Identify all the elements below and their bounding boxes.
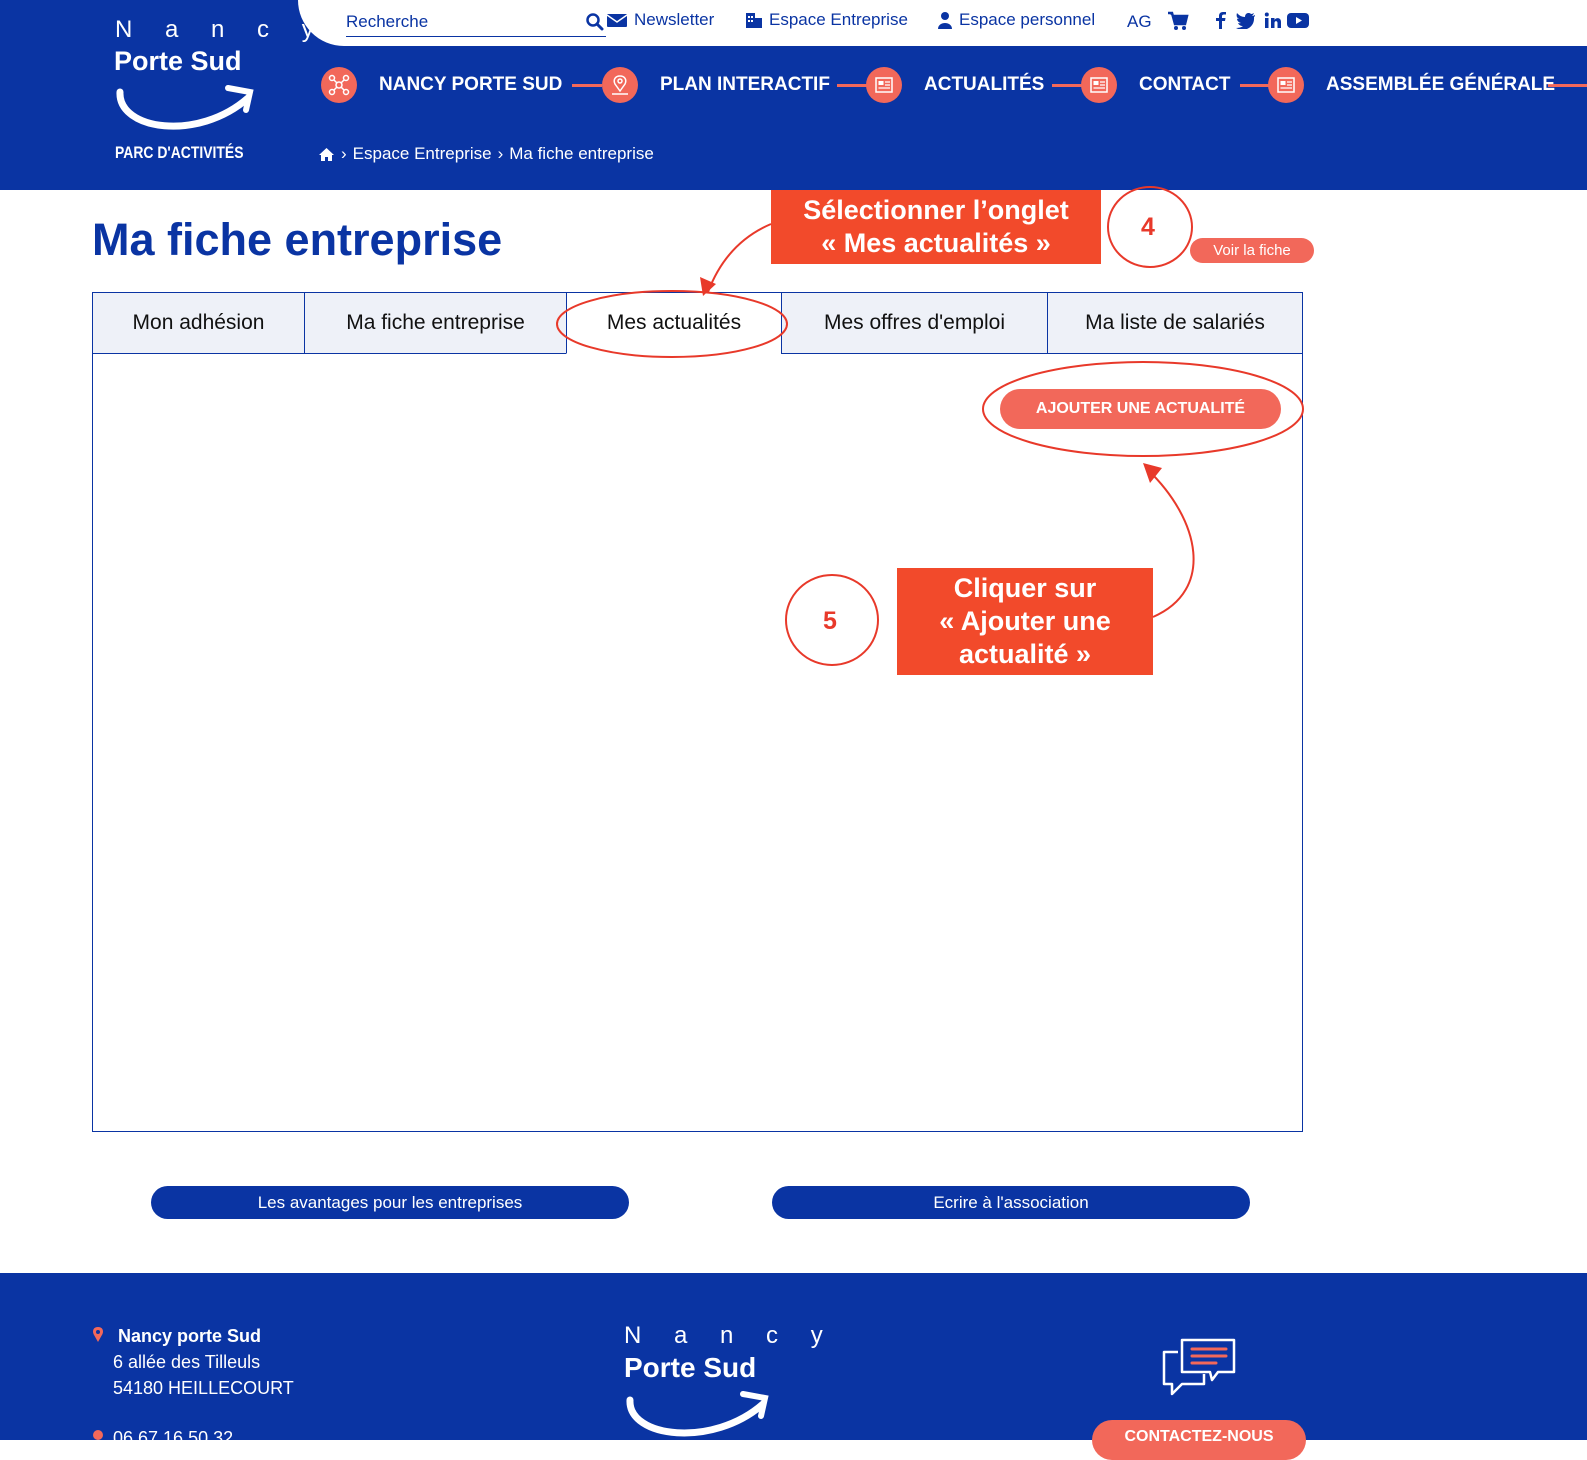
network-icon [321,67,357,103]
breadcrumb [318,144,654,164]
building-icon [745,11,763,29]
chat-bubbles-icon [1160,1334,1240,1398]
espace-personnel-label: Espace personnel [959,10,1096,29]
nav-item-actualites[interactable] [866,68,1044,102]
mail-icon [606,12,628,28]
nav-item-nancy-porte-sud[interactable] [321,68,562,102]
step-number-5: 5 [823,607,837,635]
search-input[interactable] [346,10,576,34]
nav-label: ACTUALITÉS [924,74,1045,95]
nav-label: CONTACT [1139,74,1231,95]
twitter-icon[interactable] [1236,12,1256,29]
breadcrumb-item-current: Ma fiche entreprise [509,144,654,163]
newspaper-icon [1268,67,1304,103]
nav-item-plan-interactif[interactable] [602,68,830,102]
espace-entreprise-link[interactable] [745,10,908,30]
footer-logo-swoosh-icon [618,1388,778,1440]
nav-item-contact[interactable] [1081,68,1230,102]
footer-phone[interactable]: 06 67 16 50 32 [113,1428,234,1448]
ag-link[interactable] [1127,12,1152,32]
footer-logo-text-top: N a n c y [624,1322,836,1349]
tab-mes-offres-emploi[interactable]: Mes offres d'emploi [781,292,1048,354]
nav-label: NANCY PORTE SUD [379,74,563,95]
contact-us-button[interactable]: CONTACTEZ-NOUS [1092,1420,1306,1460]
nav-connector [572,84,602,87]
newspaper-icon [1081,67,1117,103]
tab-mon-adhesion[interactable]: Mon adhésion [92,292,305,354]
annotation-callout-step5 [897,568,1153,675]
callout-line: « Ajouter une [939,606,1111,636]
chevron-right-icon: › [497,144,504,163]
footer-org-name: Nancy porte Sud [118,1326,262,1346]
map-pin-icon [602,67,638,103]
annotation-callout-step4 [771,190,1101,264]
map-pin-icon [91,1326,105,1344]
newsletter-link[interactable] [606,10,714,30]
search-box [346,8,606,37]
footer-address-line1: 6 allée des Tilleuls [113,1352,261,1372]
logo-swoosh-icon[interactable] [108,80,258,144]
nav-connector [1052,84,1082,87]
facebook-icon[interactable] [1214,11,1226,30]
phone-icon [91,1428,105,1440]
breadcrumb-item-espace-entreprise[interactable]: Espace Entreprise [352,144,492,163]
nav-label: ASSEMBLÉE GÉNÉRALE [1326,74,1556,95]
nav-item-assemblee-generale[interactable] [1268,68,1555,102]
tab-ma-liste-salaries[interactable]: Ma liste de salariés [1047,292,1303,354]
callout-line: « Mes actualités » [821,228,1051,258]
nav-connector [837,84,867,87]
add-news-button[interactable]: AJOUTER UNE ACTUALITÉ [1000,389,1281,429]
youtube-icon[interactable] [1287,12,1309,29]
annotation-arrow-4 [708,224,771,292]
logo-text-top[interactable]: N a n c y [115,16,327,43]
espace-entreprise-label: Espace Entreprise [769,10,908,29]
tab-ma-fiche-entreprise[interactable]: Ma fiche entreprise [304,292,567,354]
logo-caption: PARC D'ACTIVITÉS [115,143,244,162]
newspaper-icon [866,67,902,103]
ecrire-association-button[interactable]: Ecrire à l'association [772,1186,1250,1219]
logo-text-main[interactable]: Porte Sud [114,46,242,76]
step-number-4: 4 [1141,213,1155,241]
callout-line: Sélectionner l’onglet [803,195,1069,225]
linkedin-icon[interactable] [1264,12,1282,29]
footer-logo-text-main: Porte Sud [624,1352,757,1383]
nav-connector [1240,84,1270,87]
search-icon[interactable] [586,13,604,31]
nav-label: PLAN INTERACTIF [660,74,830,95]
callout-line: actualité » [958,639,1092,669]
ag-label: AG [1127,12,1152,31]
avantages-entreprises-button[interactable]: Les avantages pour les entreprises [151,1186,629,1219]
newsletter-label: Newsletter [634,10,715,29]
cart-icon[interactable] [1167,11,1189,31]
callout-line: Cliquer sur [953,573,1097,603]
page-title: Ma fiche entreprise [92,214,503,265]
user-icon [937,11,953,29]
espace-personnel-link[interactable] [937,10,1095,30]
chevron-right-icon: › [341,144,347,163]
tab-mes-actualites[interactable]: Mes actualités [566,292,782,354]
footer-address-line2: 54180 HEILLECOURT [113,1378,294,1398]
home-icon[interactable] [318,147,335,162]
voir-la-fiche-button[interactable]: Voir la fiche [1190,238,1314,263]
